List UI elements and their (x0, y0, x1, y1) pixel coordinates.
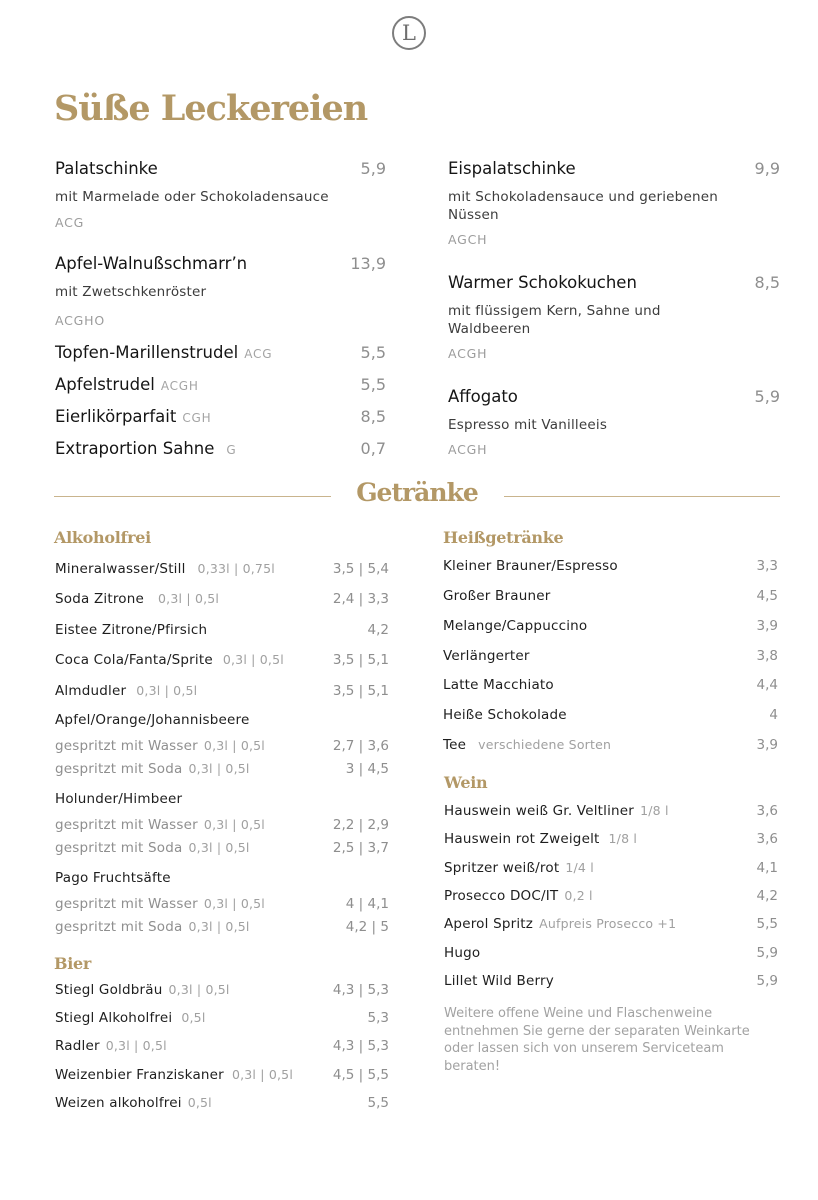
dessert-allergens-topfenstrudel: ACG (244, 347, 273, 361)
drink-name-goldbraeu: Stiegl Goldbräu (55, 982, 163, 998)
drink-price-stiegl-af: 5,3 (367, 1010, 389, 1026)
drink-name-pago-soda: gespritzt mit Soda (55, 919, 183, 935)
drink-volume-apfel-soda: 0,3l | 0,5l (188, 761, 250, 776)
drink-price-eistee: 4,2 (367, 622, 389, 638)
drink-item-apfel-wasser (55, 738, 265, 754)
dessert-price-topfenstrudel: 5,5 (360, 343, 386, 362)
dessert-name-parfait: Eierlikörparfait (55, 407, 177, 426)
drink-price-tee: 3,9 (756, 737, 778, 753)
dessert-allergens-affogato: ACGH (448, 442, 488, 457)
drink-price-hauswein-rot: 3,6 (756, 831, 778, 847)
dessert-name-topfenstrudel: Topfen-Marillenstrudel (55, 343, 239, 362)
drink-name-holunder-wasser: gespritzt mit Wasser (55, 817, 198, 833)
subheading-heissgetraenke: Heißgetränke (443, 528, 564, 547)
drink-name-apfel-wasser: gespritzt mit Wasser (55, 738, 198, 754)
drink-name-spritzer: Spritzer weiß/rot (444, 860, 560, 876)
dessert-desc-eispalatschinke: mit Schokoladensauce und geriebenen Nüssen (448, 189, 718, 223)
drink-price-aperol: 5,5 (756, 916, 778, 932)
drink-item-pago-wasser (55, 896, 265, 912)
dessert-name-palatschinke: Palatschinke (55, 159, 158, 178)
drink-name-weizen-af: Weizen alkoholfrei (55, 1095, 182, 1111)
drink-price-hugo: 5,9 (756, 945, 778, 961)
logo-letter: L (402, 20, 416, 45)
dessert-name-apfelstrudel: Apfelstrudel (55, 375, 155, 394)
drink-item-aperol (444, 916, 676, 932)
drink-volume-spritzer: 1/4 l (565, 860, 594, 875)
divider-line-right (504, 496, 780, 497)
drink-item-weizen (55, 1067, 293, 1083)
drink-name-holunder: Holunder/Himbeer (55, 791, 183, 807)
drink-name-holunder-soda: gespritzt mit Soda (55, 840, 183, 856)
drink-item-radler (55, 1038, 167, 1054)
drink-price-almdudler: 3,5 | 5,1 (332, 683, 389, 699)
subheading-alkoholfrei: Alkoholfrei (54, 528, 151, 547)
drink-name-lillet: Lillet Wild Berry (444, 973, 554, 989)
drink-volume-hauswein-weiss: 1/8 l (640, 803, 669, 818)
drink-price-soda: 2,4 | 3,3 (332, 591, 389, 607)
drink-price-cola: 3,5 | 5,1 (332, 652, 389, 668)
dessert-name-schmarrn: Apfel-Walnußschmarr’n (55, 254, 248, 273)
drink-price-verlaengerter: 3,8 (756, 648, 778, 664)
drink-price-radler: 4,3 | 5,3 (332, 1038, 389, 1054)
drink-item-stiegl-af (55, 1010, 206, 1026)
drink-name-almdudler: Almdudler (55, 683, 127, 699)
drink-item-hauswein-rot (444, 831, 637, 847)
drink-name-aperol: Aperol Spritz (444, 916, 534, 932)
drink-name-tee: Tee (443, 737, 467, 753)
drink-price-mineral: 3,5 | 5,4 (332, 561, 389, 577)
drink-price-latte: 4,4 (756, 677, 778, 693)
drink-price-grosser-brauner: 4,5 (756, 588, 778, 604)
drink-price-apfel-soda: 3 | 4,5 (345, 761, 389, 777)
drink-name-pago-wasser: gespritzt mit Wasser (55, 896, 198, 912)
drink-name-cola: Coca Cola/Fanta/Sprite (55, 652, 213, 668)
drink-note-tee: verschiedene Sorten (478, 737, 612, 752)
drink-volume-pago-wasser: 0,3l | 0,5l (203, 896, 265, 911)
drink-item-prosecco (444, 888, 593, 904)
wine-footnote: Weitere offene Weine und Flaschenweine entnehmen Sie gerne der separaten Weinkarte oder lassen sich von unserem Serviceteam beraten! (444, 1006, 750, 1074)
drink-price-goldbraeu: 4,3 | 5,3 (332, 982, 389, 998)
drink-item-soda (55, 591, 219, 607)
drink-volume-hauswein-rot: 1/8 l (608, 831, 638, 846)
drink-volume-mineral: 0,33l | 0,75l (197, 561, 275, 576)
drink-volume-soda: 0,3l | 0,5l (158, 591, 220, 606)
drink-item-weizen-af (55, 1095, 212, 1111)
drink-item-holunder-soda (55, 840, 250, 856)
drink-volume-pago-soda: 0,3l | 0,5l (188, 919, 250, 934)
dessert-allergens-schokokuchen: ACGH (448, 346, 488, 361)
drink-item-almdudler (55, 683, 197, 699)
drink-item-tee (443, 737, 611, 753)
drink-price-melange: 3,9 (756, 618, 778, 634)
drink-volume-cola: 0,3l | 0,5l (222, 652, 284, 667)
dessert-allergens-eispalatschinke: AGCH (448, 232, 488, 247)
drink-price-holunder-soda: 2,5 | 3,7 (332, 840, 389, 856)
drink-name-apfel-soda: gespritzt mit Soda (55, 761, 183, 777)
drink-price-apfel-wasser: 2,7 | 3,6 (332, 738, 389, 754)
dessert-item-parfait (55, 407, 211, 426)
dessert-price-sahne: 0,7 (360, 439, 386, 458)
drink-name-mineral: Mineralwasser/Still (55, 561, 186, 577)
dessert-item-topfenstrudel (55, 343, 272, 362)
drink-price-weizen: 4,5 | 5,5 (332, 1067, 389, 1083)
subheading-wein: Wein (444, 773, 488, 792)
restaurant-logo (392, 16, 426, 50)
drink-volume-stiegl-af: 0,5l (181, 1010, 206, 1025)
drink-volume-apfel-wasser: 0,3l | 0,5l (203, 738, 265, 753)
drink-name-prosecco: Prosecco DOC/IT (444, 888, 559, 904)
dessert-section-title: Süße Leckereien (54, 88, 368, 129)
dessert-desc-schmarrn: mit Zwetschkenröster (55, 284, 207, 300)
dessert-desc-affogato: Espresso mit Vanilleeis (448, 417, 608, 433)
drink-name-hugo: Hugo (444, 945, 481, 961)
subheading-bier: Bier (54, 954, 92, 973)
drink-name-schokolade: Heiße Schokolade (443, 707, 567, 723)
dessert-allergens-palatschinke: ACG (55, 215, 85, 230)
drink-price-hauswein-weiss: 3,6 (756, 803, 778, 819)
dessert-item-sahne (55, 439, 237, 458)
drink-name-weizen: Weizenbier Franziskaner (55, 1067, 224, 1083)
dessert-name-sahne: Extraportion Sahne (55, 439, 215, 458)
drink-price-prosecco: 4,2 (756, 888, 778, 904)
drink-name-apfel: Apfel/Orange/Johannisbeere (55, 712, 250, 728)
drink-price-kleiner-brauner: 3,3 (756, 558, 778, 574)
dessert-price-parfait: 8,5 (360, 407, 386, 426)
drink-price-pago-soda: 4,2 | 5 (345, 919, 389, 935)
drink-item-spritzer (444, 860, 594, 876)
dessert-price-schmarrn: 13,9 (350, 254, 386, 273)
dessert-allergens-schmarrn: ACGHO (55, 313, 105, 328)
drink-volume-weizen: 0,3l | 0,5l (231, 1067, 293, 1082)
drink-name-melange: Melange/Cappuccino (443, 618, 588, 634)
drink-name-soda: Soda Zitrone (55, 591, 145, 607)
drink-item-pago-soda (55, 919, 250, 935)
dessert-price-schokokuchen: 8,5 (754, 273, 780, 292)
drinks-section-title: Getränke (343, 478, 491, 507)
drink-price-holunder-wasser: 2,2 | 2,9 (332, 817, 389, 833)
drink-name-kleiner-brauner: Kleiner Brauner/Espresso (443, 558, 618, 574)
dessert-desc-schokokuchen: mit flüssigem Kern, Sahne und Waldbeeren (448, 303, 661, 337)
drink-volume-prosecco: 0,2 l (564, 888, 593, 903)
drink-item-cola (55, 652, 284, 668)
dessert-name-schokokuchen: Warmer Schokokuchen (448, 273, 637, 292)
dessert-name-affogato: Affogato (448, 387, 518, 406)
dessert-item-apfelstrudel (55, 375, 199, 394)
drink-name-stiegl-af: Stiegl Alkoholfrei (55, 1010, 173, 1026)
drink-volume-almdudler: 0,3l | 0,5l (136, 683, 198, 698)
drink-price-weizen-af: 5,5 (367, 1095, 389, 1111)
drink-price-pago-wasser: 4 | 4,1 (345, 896, 389, 912)
drink-name-grosser-brauner: Großer Brauner (443, 588, 551, 604)
divider-line-left (54, 496, 331, 497)
drink-price-lillet: 5,9 (756, 973, 778, 989)
dessert-allergens-sahne: G (226, 443, 237, 457)
dessert-price-palatschinke: 5,9 (360, 159, 386, 178)
drink-name-hauswein-weiss: Hauswein weiß Gr. Veltliner (444, 803, 635, 819)
dessert-desc-palatschinke: mit Marmelade oder Schokoladensauce (55, 189, 329, 205)
drink-item-goldbraeu (55, 982, 230, 998)
drink-name-pago: Pago Fruchtsäfte (55, 870, 171, 886)
drink-item-holunder-wasser (55, 817, 265, 833)
drink-name-latte: Latte Macchiato (443, 677, 554, 693)
drink-name-radler: Radler (55, 1038, 100, 1054)
drink-volume-weizen-af: 0,5l (187, 1095, 212, 1110)
drink-item-mineral (55, 561, 275, 577)
drink-volume-goldbraeu: 0,3l | 0,5l (168, 982, 230, 997)
drink-name-verlaengerter: Verlängerter (443, 648, 530, 664)
drink-price-spritzer: 4,1 (756, 860, 778, 876)
dessert-price-affogato: 5,9 (754, 387, 780, 406)
dessert-price-apfelstrudel: 5,5 (360, 375, 386, 394)
dessert-price-eispalatschinke: 9,9 (754, 159, 780, 178)
dessert-allergens-parfait: CGH (182, 411, 212, 425)
drink-item-hauswein-weiss (444, 803, 669, 819)
dessert-allergens-apfelstrudel: ACGH (160, 379, 199, 393)
drink-name-eistee: Eistee Zitrone/Pfirsich (55, 622, 208, 638)
drink-volume-radler: 0,3l | 0,5l (105, 1038, 167, 1053)
drink-volume-holunder-wasser: 0,3l | 0,5l (203, 817, 265, 832)
drink-volume-holunder-soda: 0,3l | 0,5l (188, 840, 250, 855)
drink-item-apfel-soda (55, 761, 250, 777)
drink-name-hauswein-rot: Hauswein rot Zweigelt (444, 831, 600, 847)
drink-price-schokolade: 4 (769, 707, 778, 723)
dessert-name-eispalatschinke: Eispalatschinke (448, 159, 576, 178)
drink-note-aperol: Aufpreis Prosecco +1 (539, 916, 677, 931)
